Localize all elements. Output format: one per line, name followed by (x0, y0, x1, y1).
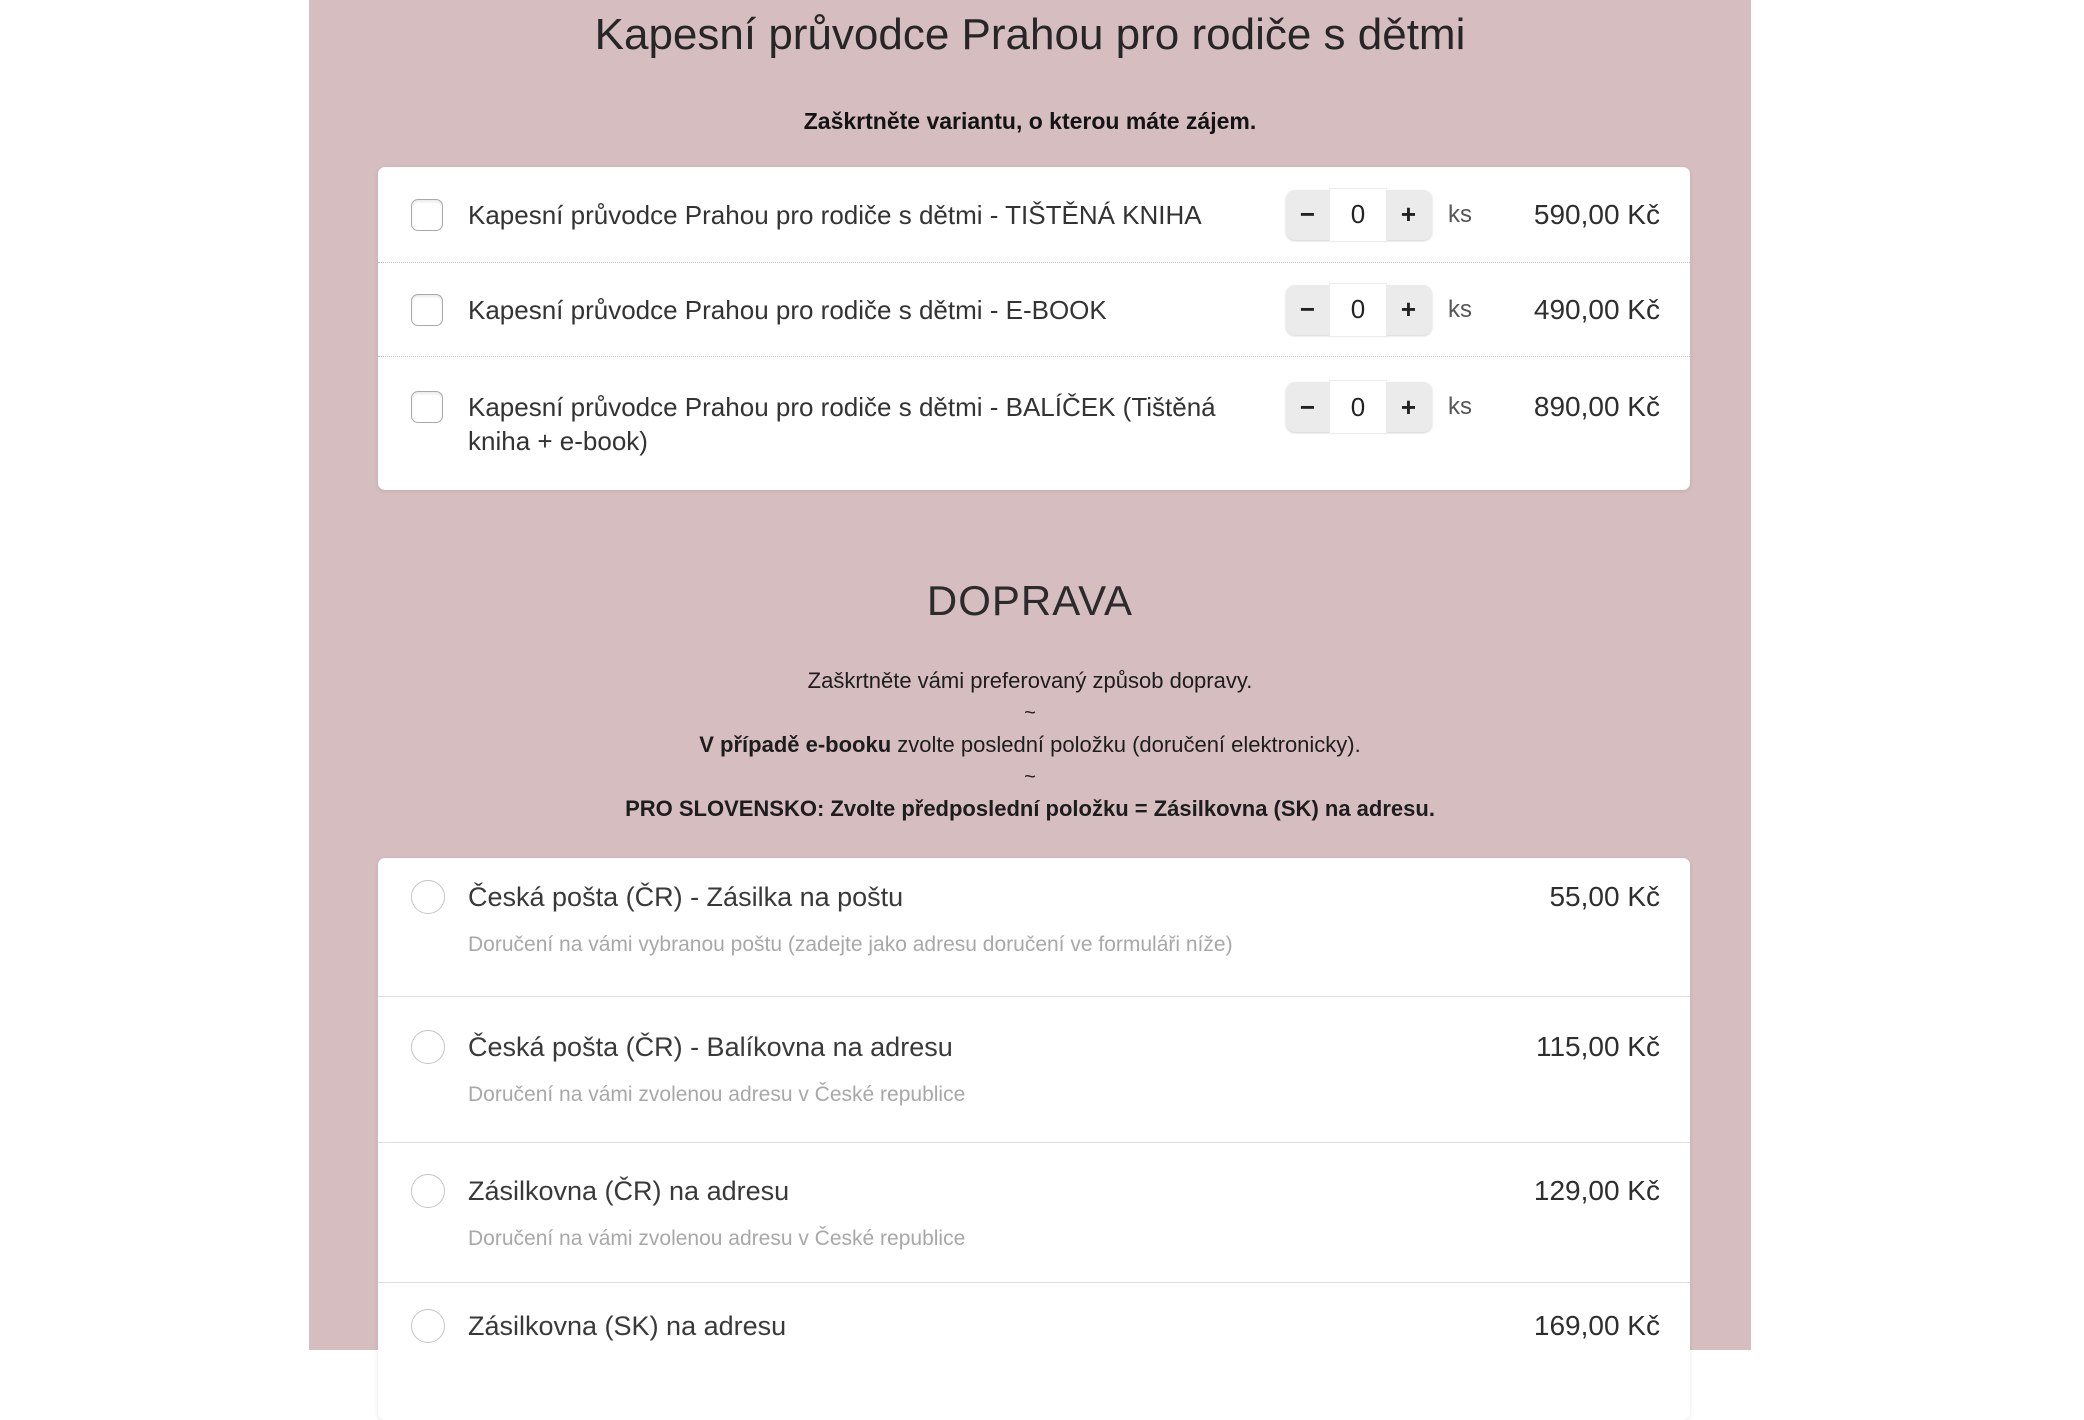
page-title: Kapesní průvodce Prahou pro rodiče s dětmi (594, 10, 1466, 59)
unit-label: ks (1448, 295, 1472, 323)
product-row[interactable] (378, 356, 1690, 490)
product-checkbox[interactable] (411, 199, 443, 231)
quantity-increase-button[interactable]: + (1387, 190, 1430, 240)
quantity-input[interactable] (1329, 188, 1387, 242)
tilde-separator: ~ (1024, 766, 1036, 788)
shipping-option-row[interactable] (378, 1142, 1690, 1282)
shipping-instruction-line: Zaškrtněte vámi preferovaný způsob dopravy. (807, 668, 1253, 693)
quantity-decrease-button[interactable]: − (1286, 190, 1329, 240)
shipping-option-price: 129,00 Kč (1533, 1175, 1660, 1206)
shipping-option-description: Doručení na vámi zvolenou adresu v České republice (468, 1083, 966, 1106)
shipping-option-price: 115,00 Kč (1535, 1031, 1660, 1062)
product-price: 490,00 Kč (1533, 293, 1660, 325)
shipping-option-label: Zásilkovna (ČR) na adresu (468, 1176, 790, 1206)
quantity-decrease-button[interactable]: − (1286, 285, 1329, 335)
product-price: 890,00 Kč (1533, 391, 1660, 422)
quantity-stepper (1286, 382, 1432, 432)
shipping-option-description: Doručení na vámi vybranou poštu (zadejte jako adresu doručení ve formuláři níže) (468, 933, 1233, 956)
shipping-radio[interactable] (411, 1174, 445, 1208)
product-label: Kapesní průvodce Prahou pro rodiče s dětmi - TIŠTĚNÁ KNIHA (468, 199, 1202, 230)
shipping-option-row[interactable] (378, 1282, 1690, 1420)
shipping-radio[interactable] (411, 1030, 445, 1064)
product-price: 590,00 Kč (1533, 198, 1660, 230)
quantity-decrease-button[interactable]: − (1286, 382, 1329, 432)
quantity-increase-button[interactable]: + (1387, 285, 1430, 335)
shipping-section-title: DOPRAVA (926, 577, 1134, 624)
quantity-stepper (1286, 285, 1432, 335)
shipping-instruction-line: PRO SLOVENSKO: Zvolte předposlední položku = Zásilkovna (SK) na adresu. (625, 796, 1435, 821)
quantity-input[interactable] (1329, 380, 1387, 434)
unit-label: ks (1448, 393, 1472, 420)
variant-instruction: Zaškrtněte variantu, o kterou máte zájem. (803, 108, 1257, 134)
tilde-separator: ~ (1024, 702, 1036, 724)
product-row[interactable] (378, 262, 1690, 356)
product-checkbox[interactable] (411, 391, 443, 423)
shipping-option-description: Doručení na vámi zvolenou adresu v České republice (468, 1227, 966, 1250)
shipping-option-row[interactable] (378, 858, 1690, 996)
shipping-option-label: Česká pošta (ČR) - Zásilka na poštu (468, 882, 904, 912)
quantity-stepper (1286, 190, 1432, 240)
quantity-increase-button[interactable]: + (1387, 382, 1430, 432)
shipping-radio[interactable] (411, 1309, 445, 1343)
unit-label: ks (1448, 200, 1472, 228)
shipping-option-row[interactable] (378, 996, 1690, 1142)
instruction-bold-text: V případě e-booku (699, 732, 892, 757)
shipping-option-label: Zásilkovna (SK) na adresu (468, 1311, 787, 1341)
shipping-option-label: Česká pošta (ČR) - Balíkovna na adresu (468, 1032, 953, 1062)
shipping-options-card (378, 858, 1690, 1420)
order-form-background (309, 0, 1751, 1350)
product-label: Kapesní průvodce Prahou pro rodiče s dětmi - E-BOOK (468, 294, 1107, 325)
product-row[interactable] (378, 167, 1690, 262)
shipping-radio[interactable] (411, 880, 445, 914)
quantity-input[interactable] (1329, 283, 1387, 337)
shipping-option-price: 55,00 Kč (1549, 881, 1660, 912)
shipping-instruction-line (309, 729, 1751, 761)
instruction-regular-text: zvolte poslední položku (doručení elektronicky). (891, 732, 1361, 757)
shipping-instructions (309, 665, 1751, 825)
product-variants-card (378, 167, 1690, 490)
product-label: Kapesní průvodce Prahou pro rodiče s dětmi - BALÍČEK (Tištěná kniha + e-book) (468, 392, 1216, 456)
product-checkbox[interactable] (411, 294, 443, 326)
shipping-option-price: 169,00 Kč (1533, 1310, 1660, 1341)
